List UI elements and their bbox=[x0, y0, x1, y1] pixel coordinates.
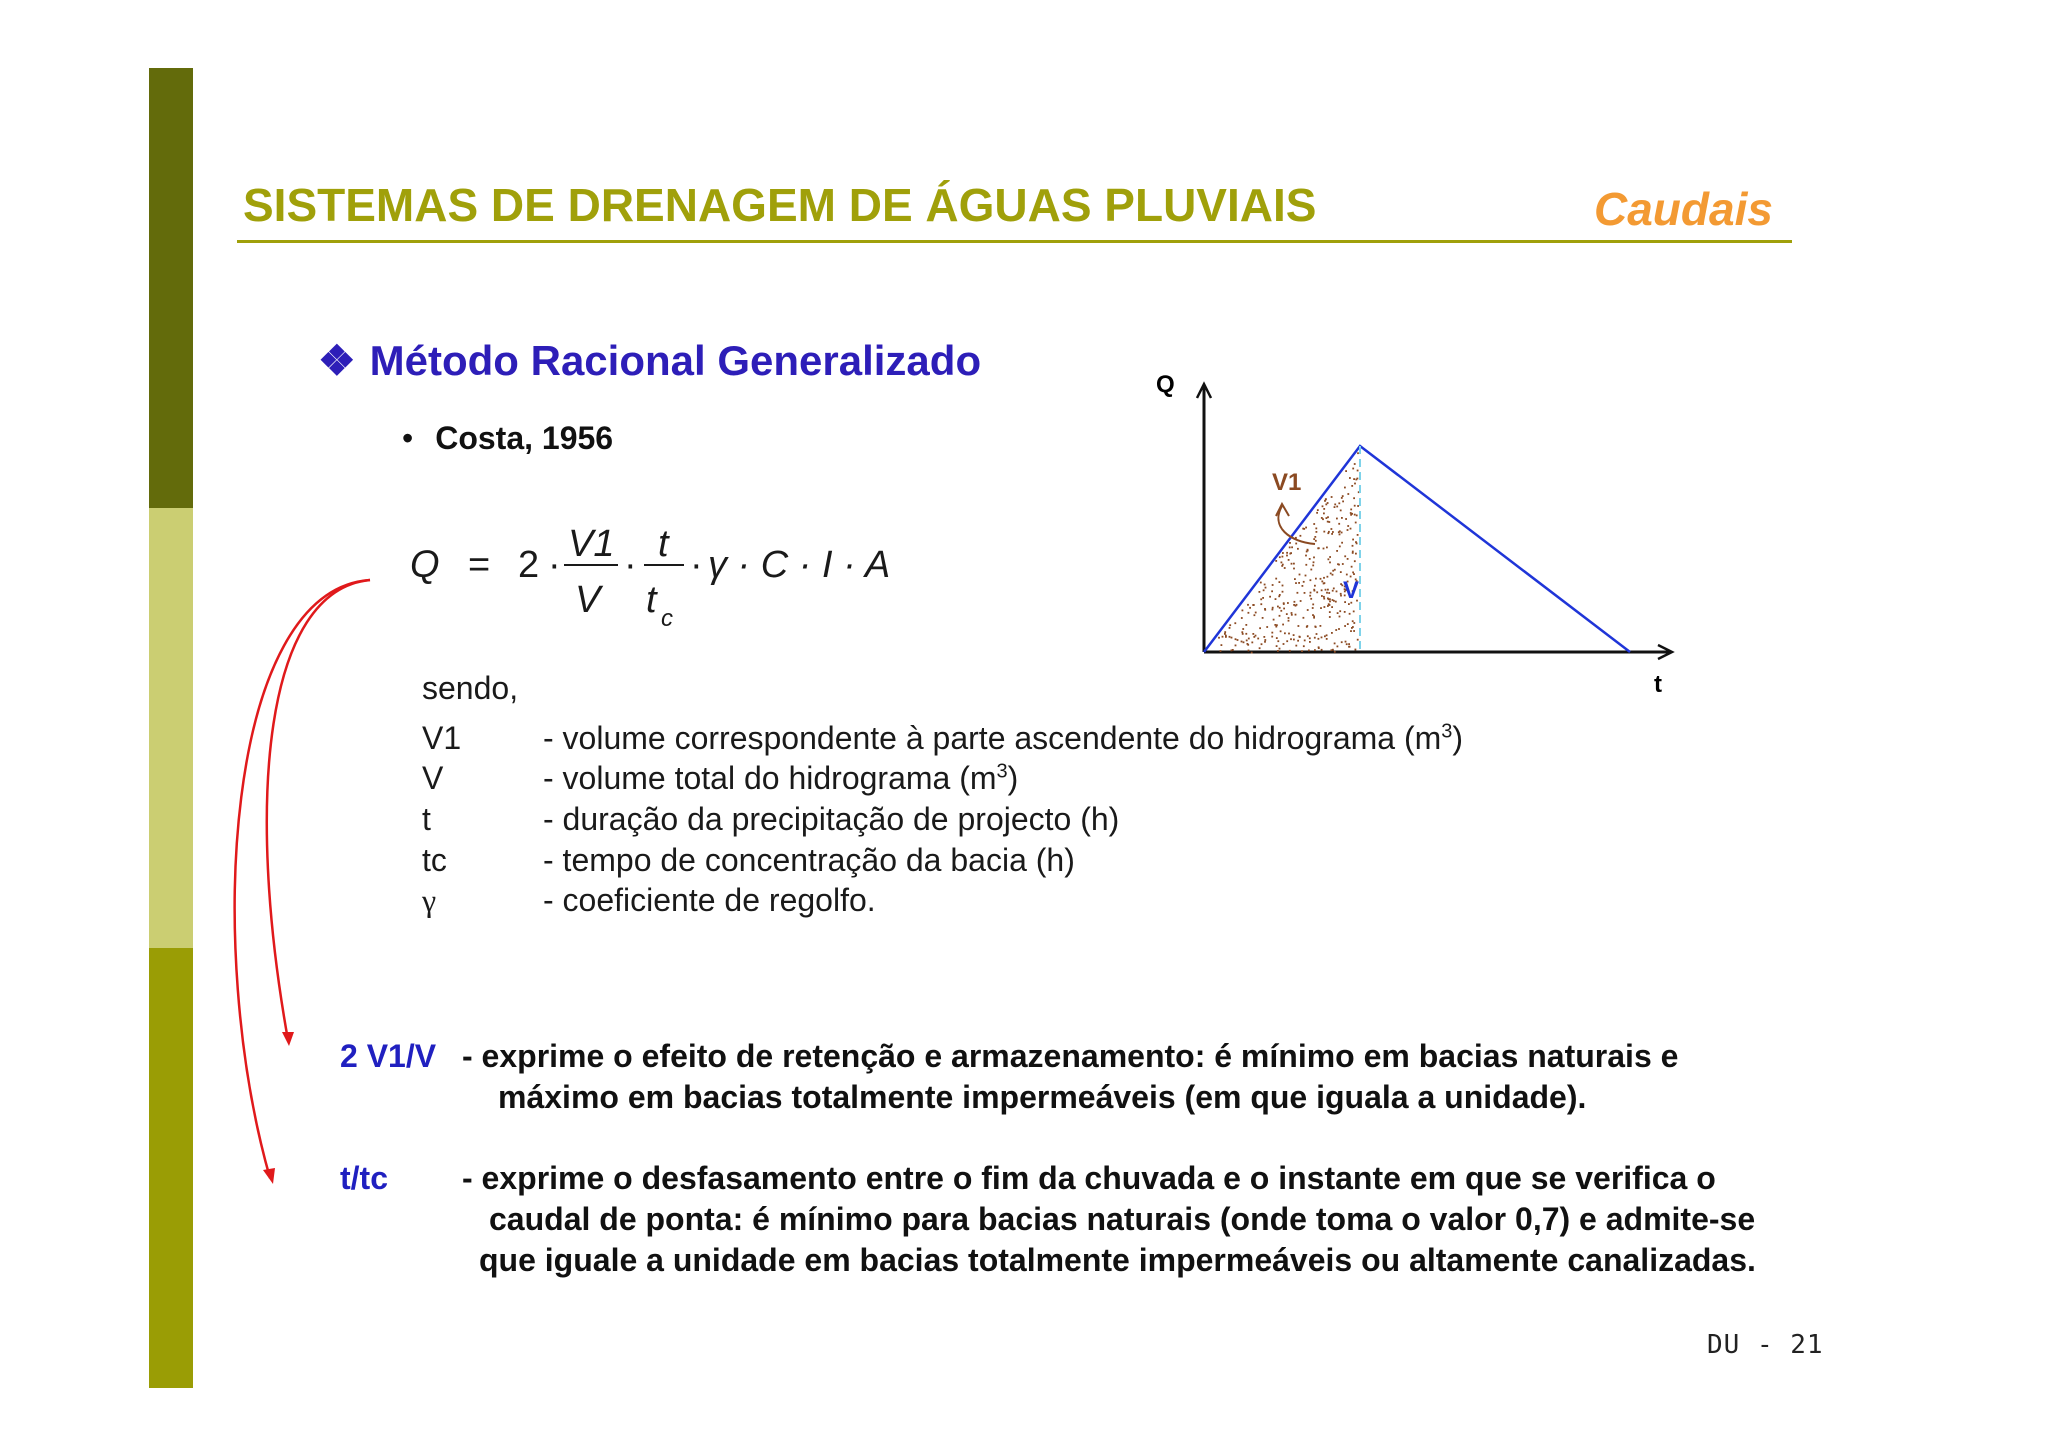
definition-text-main: - volume correspondente à parte ascendente do hidrograma (m bbox=[543, 720, 1442, 756]
diamond-bullet-icon: ❖ bbox=[318, 337, 356, 384]
formula-factor: 2 bbox=[518, 544, 540, 586]
note-line: - exprime o efeito de retenção e armazenamento: é mínimo em bacias naturais e bbox=[462, 1038, 1679, 1074]
arrow-to-time-note bbox=[235, 580, 370, 1178]
formula-frac2-den-sub: c bbox=[661, 605, 673, 632]
reference-text: Costa, 1956 bbox=[435, 420, 614, 456]
x-axis-label: t bbox=[1654, 671, 1662, 698]
definition-symbol: V bbox=[422, 760, 444, 796]
page-number: DU - 21 bbox=[1707, 1330, 1824, 1360]
formula-frac2-den: t bbox=[646, 579, 657, 621]
slide-subtitle: Caudais bbox=[1594, 183, 1773, 235]
definition-text-main: - duração da precipitação de projecto (h) bbox=[543, 801, 1120, 837]
bullet-dot-icon: • bbox=[402, 420, 414, 456]
note-key: 2 V1/V bbox=[340, 1038, 437, 1074]
definition-text-main: - tempo de concentração da bacia (h) bbox=[543, 842, 1075, 878]
definition-superscript: 3 bbox=[1441, 720, 1453, 743]
formula-equals: = bbox=[468, 544, 491, 586]
arrow-to-time-note-head-icon bbox=[263, 1168, 275, 1184]
definition-text-suffix: ) bbox=[1007, 760, 1019, 796]
v-label: V bbox=[1343, 577, 1360, 604]
definition-symbol: t bbox=[422, 801, 431, 837]
formula-frac1-den: V bbox=[575, 579, 601, 621]
note-line: máximo em bacias totalmente impermeáveis (em que iguala a unidade). bbox=[498, 1079, 1587, 1115]
y-axis-label: Q bbox=[1156, 371, 1175, 398]
formula-dot-1: · bbox=[548, 544, 561, 586]
definition-symbol: V1 bbox=[422, 720, 462, 756]
formula-lhs: Q bbox=[410, 544, 440, 586]
formula-tail: γ · C · I · A bbox=[708, 544, 891, 586]
note-line: que iguale a unidade em bacias totalmente impermeáveis ou altamente canalizadas. bbox=[479, 1242, 1756, 1278]
formula-frac1-num: V1 bbox=[568, 523, 615, 565]
note-line: - exprime o desfasamento entre o fim da chuvada e o instante em que se verifica o bbox=[462, 1160, 1716, 1196]
definitions-intro: sendo, bbox=[422, 670, 519, 706]
arrow-to-ratio-note-head-icon bbox=[282, 1032, 294, 1046]
definition-superscript: 3 bbox=[996, 760, 1008, 783]
definition-symbol: tc bbox=[422, 842, 447, 878]
v1-label: V1 bbox=[1272, 469, 1302, 496]
section-heading-text: Método Racional Generalizado bbox=[369, 337, 982, 384]
formula-frac2-num: t bbox=[658, 523, 669, 565]
definition-text-main: - coeficiente de regolfo. bbox=[543, 882, 876, 918]
formula-dot-2: · bbox=[624, 544, 637, 586]
note-key: t/tc bbox=[340, 1160, 388, 1196]
slide-title: SISTEMAS DE DRENAGEM DE ÁGUAS PLUVIAIS bbox=[243, 179, 1317, 231]
definition-text-main: - volume total do hidrograma (m bbox=[543, 760, 997, 796]
formula-dot-3: · bbox=[690, 544, 703, 586]
definition-text-suffix: ) bbox=[1452, 720, 1464, 756]
note-line: caudal de ponta: é mínimo para bacias naturais (onde toma o valor 0,7) e admite-se bbox=[489, 1201, 1756, 1237]
definition-symbol: γ bbox=[422, 882, 437, 918]
